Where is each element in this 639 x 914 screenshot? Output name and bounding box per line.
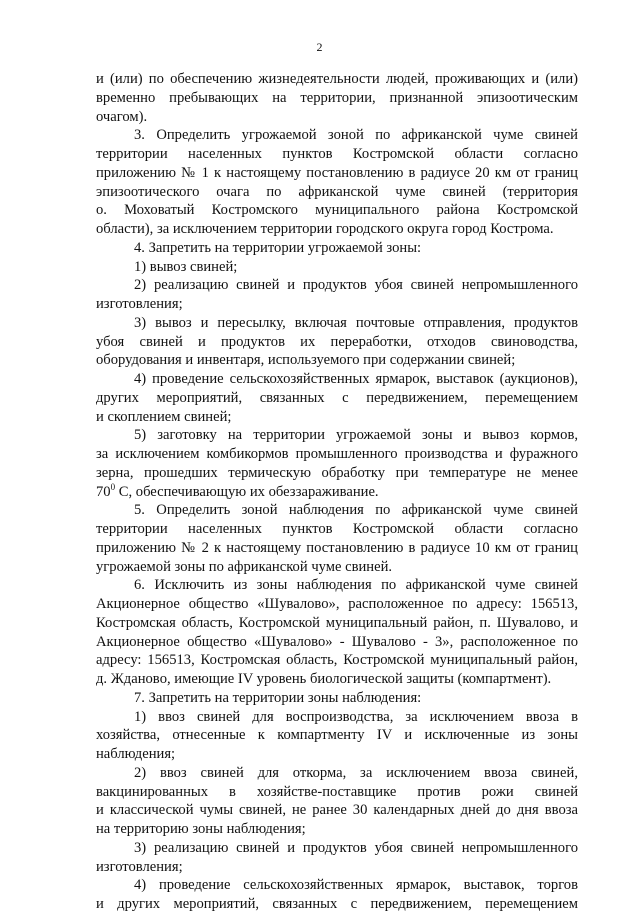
text-line bbox=[96, 220, 578, 239]
text-line bbox=[96, 783, 578, 802]
text-line bbox=[96, 558, 578, 577]
text-line-content: 7. Запретить на территории зоны наблюдения: bbox=[134, 689, 422, 706]
text-line bbox=[96, 670, 578, 689]
text-line-content: 6. Исключить из зоны наблюдения по африканской чуме свиней bbox=[134, 577, 578, 594]
text-line bbox=[96, 501, 578, 520]
text-line-continuation: С, обеспечивающую их обеззараживание. bbox=[115, 483, 379, 500]
text-line-content: о. Моховатый Костромского муниципального района Костромской bbox=[96, 202, 578, 219]
text-line-content: наблюдения; bbox=[96, 746, 176, 762]
text-line-content: 5. Определить зоной наблюдения по африканской чуме свиней bbox=[134, 502, 578, 519]
text-line-content: и скоплением свиней; bbox=[96, 408, 232, 425]
text-line-content: оборудования и инвентаря, используемого при содержании свиней; bbox=[96, 352, 516, 369]
text-line-content: временно пребывающих на территории, признанной эпизоотическим bbox=[96, 89, 578, 106]
text-line bbox=[96, 201, 578, 220]
text-line-content: 3. Определить угрожаемой зоной по африканской чуме свиней bbox=[134, 127, 578, 144]
text-line-content: изготовления; bbox=[96, 296, 183, 312]
text-line-content: зерна, прошедших термическую обработку при температуре не менее bbox=[96, 464, 578, 481]
text-line bbox=[96, 389, 578, 408]
text-line-content: 1) ввоз свиней для воспроизводства, за исключением ввоза в bbox=[134, 708, 578, 725]
text-line bbox=[96, 539, 578, 558]
text-line bbox=[96, 708, 578, 727]
text-line-content: 4) проведение сельскохозяйственных ярмарок, выставок, торгов bbox=[134, 877, 578, 894]
text-line-content: и (или) по обеспечению жизнедеятельности людей, проживающих и (или) bbox=[96, 71, 578, 87]
text-line bbox=[96, 408, 578, 427]
text-line-content: хозяйства, отнесенные к компартменту IV и исключенные из зоны bbox=[96, 727, 578, 744]
text-line-content: эпизоотического очага по африканской чуме свиней (территория bbox=[96, 183, 578, 200]
text-line bbox=[96, 164, 578, 183]
text-line bbox=[96, 89, 578, 108]
text-line bbox=[96, 445, 578, 464]
text-line-content: 3) вывоз и пересылку, включая почтовые отправления, продуктов bbox=[134, 314, 578, 331]
text-line bbox=[96, 614, 578, 633]
text-line-content: Костромская область, Костромской муниципальный район, п. Шувалово, и bbox=[96, 614, 578, 631]
text-line-content: и классической чумы свиней, не ранее 30 календарных дней до дня ввоза bbox=[96, 802, 578, 819]
text-line bbox=[96, 258, 578, 277]
text-line bbox=[96, 820, 578, 839]
page-number: 2 bbox=[316, 40, 323, 54]
text-line bbox=[96, 858, 578, 877]
text-line-content: на территорию зоны наблюдения; bbox=[96, 821, 306, 837]
text-line-content: 4. Запретить на территории угрожаемой зоны: bbox=[134, 239, 422, 256]
text-line bbox=[96, 239, 578, 258]
text-line bbox=[96, 426, 578, 445]
text-line bbox=[96, 276, 578, 295]
text-line bbox=[96, 370, 578, 389]
text-line-content: и других мероприятий, связанных с передвижением, перемещением bbox=[96, 896, 578, 912]
text-line bbox=[96, 576, 578, 595]
text-line bbox=[96, 689, 578, 708]
text-line bbox=[96, 333, 578, 352]
text-line bbox=[96, 108, 578, 127]
text-line-content: 3) реализацию свиней и продуктов убоя свиней непромышленного bbox=[134, 839, 578, 856]
text-line bbox=[96, 839, 578, 858]
text-line bbox=[96, 145, 578, 164]
text-line-content: изготовления; bbox=[96, 858, 183, 875]
text-line-content: за исключением комбикормов промышленного производства и фуражного bbox=[96, 446, 578, 462]
document-body bbox=[96, 70, 578, 914]
text-line-content: вакцинированных в хозяйстве-поставщике против рожи свиней bbox=[96, 783, 578, 800]
text-line-content: области), за исключением территории городского округа город Кострома. bbox=[96, 221, 554, 237]
text-line-content: 5) заготовку на территории угрожаемой зоны и вывоз кормов, bbox=[134, 427, 578, 444]
text-line-content: 70 bbox=[96, 483, 111, 500]
text-line bbox=[96, 520, 578, 539]
text-line bbox=[96, 464, 578, 483]
text-line-content: приложению № 2 к настоящему постановлению в радиусе 10 км от границ bbox=[96, 539, 578, 556]
text-line bbox=[96, 314, 578, 333]
text-line bbox=[96, 595, 578, 614]
text-line-content: 2) реализацию свиней и продуктов убоя свиней непромышленного bbox=[134, 277, 578, 294]
text-line-content: Акционерное общество «Шувалово», расположенное по адресу: 156513, bbox=[96, 596, 578, 612]
text-line-content: территории населенных пунктов Костромской области согласно bbox=[96, 521, 578, 537]
text-line bbox=[96, 764, 578, 783]
text-line-content: адресу: 156513, Костромская область, Костромской муниципальный район, bbox=[96, 652, 578, 669]
superscript-degree: 0 bbox=[110, 481, 116, 492]
text-line-content: 4) проведение сельскохозяйственных ярмарок, выставок (аукционов), bbox=[134, 371, 578, 387]
text-line-content: 2) ввоз свиней для откорма, за исключением ввоза свиней, bbox=[134, 764, 578, 781]
text-line-content: убоя свиней и продуктов их переработки, отходов свиноводства, bbox=[96, 333, 578, 350]
text-line-content: Акционерное общество «Шувалово» - Шувалово - 3», расположенное по bbox=[96, 633, 578, 650]
text-line bbox=[96, 745, 578, 764]
text-line-content: приложению № 1 к настоящему постановлению в радиусе 20 км от границ bbox=[96, 164, 578, 181]
text-line-content: территории населенных пунктов Костромской области согласно bbox=[96, 146, 578, 162]
text-line bbox=[96, 801, 578, 820]
text-line-content: угрожаемой зоны по африканской чуме свиней. bbox=[96, 558, 393, 575]
text-line bbox=[96, 483, 578, 502]
text-line bbox=[96, 295, 578, 314]
text-line bbox=[96, 876, 578, 895]
text-line-content: очагом). bbox=[96, 108, 148, 125]
text-line-content: д. Ждановo, имеющие IV уровень биологической защиты (компартмент). bbox=[96, 671, 552, 687]
text-line bbox=[96, 183, 578, 202]
text-line-content: других мероприятий, связанных с передвижением, перемещением bbox=[96, 389, 578, 406]
text-line bbox=[96, 651, 578, 670]
text-line bbox=[96, 126, 578, 145]
text-line bbox=[96, 70, 578, 89]
text-line-content: 1) вывоз свиней; bbox=[134, 258, 238, 275]
text-line bbox=[96, 633, 578, 652]
text-line bbox=[96, 726, 578, 745]
text-line bbox=[96, 351, 578, 370]
